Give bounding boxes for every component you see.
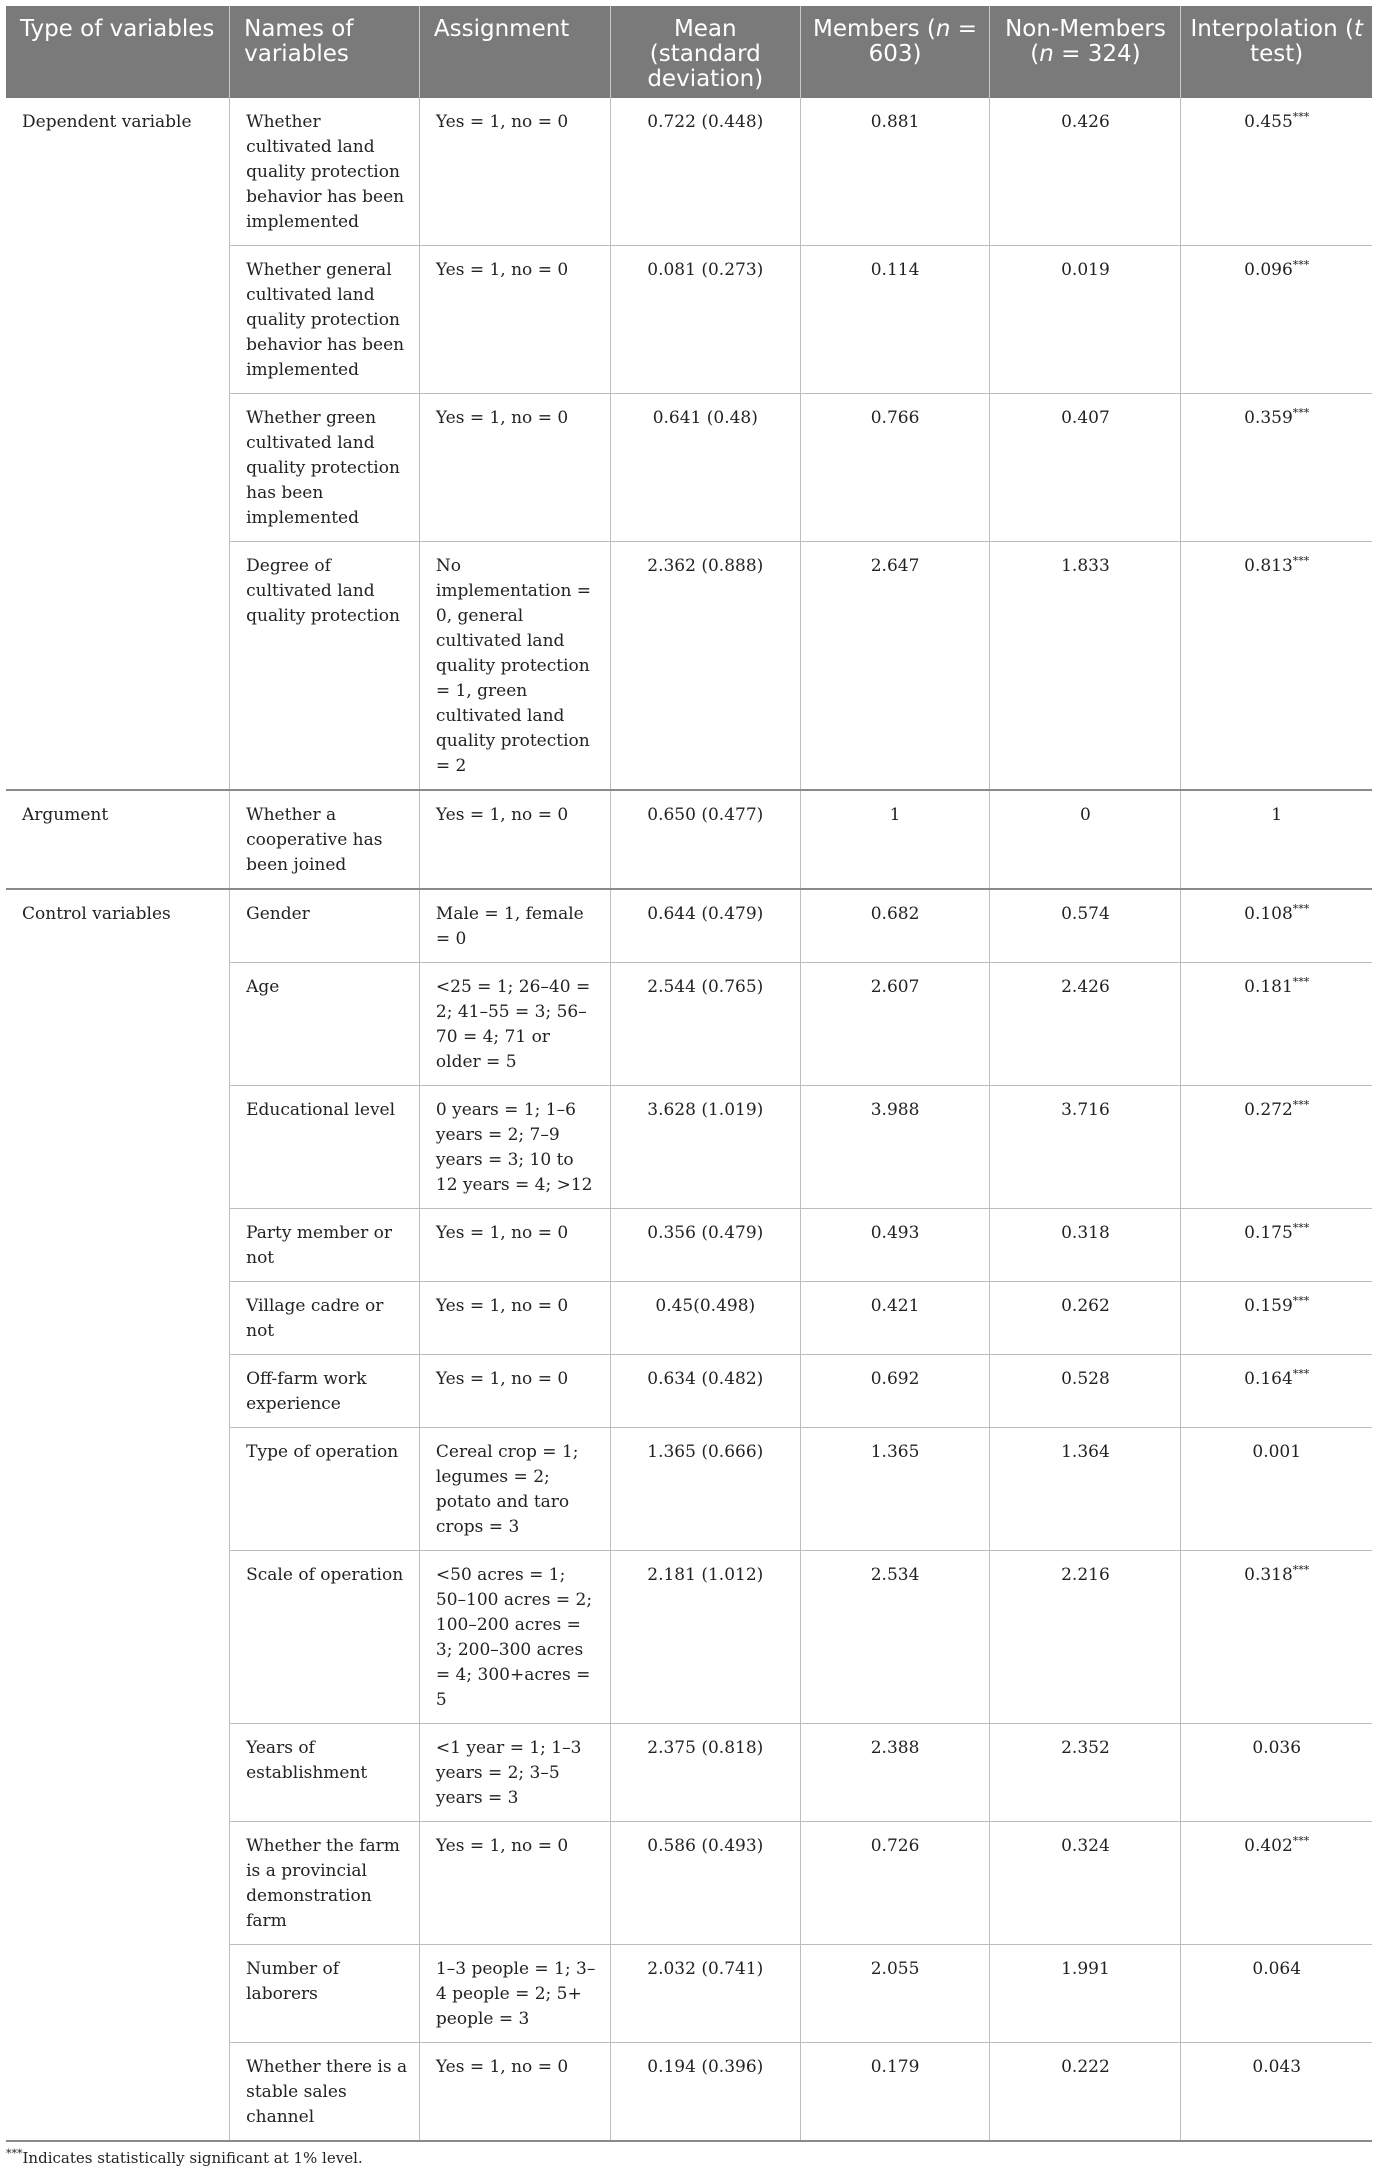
cell-members: 2.055	[800, 1945, 990, 2043]
cell-members: 0.692	[800, 1355, 990, 1428]
cell-name: Scale of operation	[230, 1551, 420, 1724]
significance-mark: ***	[1292, 902, 1310, 916]
cell-members: 0.179	[800, 2043, 990, 2142]
interpolation-value: 0.096	[1244, 260, 1293, 280]
interpolation-value: 0.813	[1244, 556, 1293, 576]
cell-assignment: <25 = 1; 26–40 = 2; 41–55 = 3; 56–70 = 4; 71 or older = 5	[419, 963, 610, 1086]
cell-non-members: 0.574	[990, 889, 1181, 963]
significance-mark: ***	[1292, 1098, 1310, 1112]
cell-mean: 0.081 (0.273)	[610, 246, 800, 394]
cell-members: 2.607	[800, 963, 990, 1086]
cell-assignment: <1 year = 1; 1–3 years = 2; 3–5 years = 3	[419, 1724, 610, 1822]
table-row	[6, 889, 1372, 963]
interpolation-value: 0.064	[1252, 1959, 1302, 1979]
cell-interpolation	[1181, 1282, 1372, 1355]
cell-interpolation	[1181, 889, 1372, 963]
cell-mean: 0.194 (0.396)	[610, 2043, 800, 2142]
cell-assignment: No implementation = 0, general cultivated land quality protection = 1, green cultivated land quality protection = 2	[419, 542, 610, 791]
interpolation-value: 1	[1271, 805, 1283, 825]
cell-non-members: 0.324	[990, 1822, 1181, 1945]
cell-interpolation	[1181, 1209, 1372, 1282]
cell-name: Whether the farm is a provincial demonstration farm	[230, 1822, 420, 1945]
cell-name: Years of establishment	[230, 1724, 420, 1822]
footnote-mark: ***	[6, 2147, 23, 2160]
cell-assignment: Male = 1, female = 0	[419, 889, 610, 963]
cell-non-members: 1.991	[990, 1945, 1181, 2043]
cell-interpolation	[1181, 246, 1372, 394]
cell-mean: 0.356 (0.479)	[610, 1209, 800, 1282]
cell-interpolation	[1181, 98, 1372, 246]
cell-members: 3.988	[800, 1086, 990, 1209]
cell-interpolation	[1181, 1945, 1372, 2043]
cell-members: 0.493	[800, 1209, 990, 1282]
cell-name: Age	[230, 963, 420, 1086]
significance-mark: ***	[1292, 110, 1310, 124]
cell-mean: 2.375 (0.818)	[610, 1724, 800, 1822]
interpolation-value: 0.175	[1244, 1223, 1293, 1243]
significance-mark: ***	[1292, 1834, 1310, 1848]
cell-non-members: 1.364	[990, 1428, 1181, 1551]
interpolation-value: 0.181	[1244, 977, 1293, 997]
cell-non-members: 0.528	[990, 1355, 1181, 1428]
cell-interpolation	[1181, 1355, 1372, 1428]
cell-name: Number of laborers	[230, 1945, 420, 2043]
interpolation-value: 0.402	[1244, 1836, 1293, 1856]
cell-members: 2.388	[800, 1724, 990, 1822]
cell-interpolation	[1181, 1724, 1372, 1822]
footnote	[6, 2148, 1372, 2168]
cell-mean: 0.586 (0.493)	[610, 1822, 800, 1945]
cell-interpolation	[1181, 790, 1372, 889]
cell-members: 1	[800, 790, 990, 889]
cell-mean: 0.650 (0.477)	[610, 790, 800, 889]
cell-non-members: 0.318	[990, 1209, 1181, 1282]
cell-assignment: Yes = 1, no = 0	[419, 98, 610, 246]
cell-members: 2.534	[800, 1551, 990, 1724]
cell-mean: 0.634 (0.482)	[610, 1355, 800, 1428]
cell-name: Type of operation	[230, 1428, 420, 1551]
cell-assignment: 1–3 people = 1; 3–4 people = 2; 5+ people = 3	[419, 1945, 610, 2043]
significance-mark: ***	[1292, 1563, 1310, 1577]
cell-assignment: Yes = 1, no = 0	[419, 246, 610, 394]
interpolation-value: 0.272	[1244, 1100, 1293, 1120]
footnote-text: Indicates statistically significant at 1% level.	[22, 2149, 363, 2167]
cell-assignment: Yes = 1, no = 0	[419, 2043, 610, 2142]
table-container	[6, 6, 1372, 2168]
interpolation-value: 0.043	[1252, 2057, 1302, 2077]
cell-non-members: 0.019	[990, 246, 1181, 394]
cell-members: 1.365	[800, 1428, 990, 1551]
cell-mean: 0.45(0.498)	[610, 1282, 800, 1355]
cell-mean: 2.032 (0.741)	[610, 1945, 800, 2043]
cell-mean: 0.641 (0.48)	[610, 394, 800, 542]
cell-assignment: 0 years = 1; 1–6 years = 2; 7–9 years = 3; 10 to 12 years = 4; >12	[419, 1086, 610, 1209]
cell-mean: 2.181 (1.012)	[610, 1551, 800, 1724]
cell-members: 0.114	[800, 246, 990, 394]
interpolation-value: 0.036	[1252, 1738, 1302, 1758]
cell-assignment: Yes = 1, no = 0	[419, 1822, 610, 1945]
cell-assignment: Yes = 1, no = 0	[419, 1209, 610, 1282]
cell-type: Dependent variable	[6, 98, 230, 790]
cell-name: Whether general cultivated land quality protection behavior has been implemented	[230, 246, 420, 394]
cell-name: Whether cultivated land quality protection behavior has been implemented	[230, 98, 420, 246]
significance-mark: ***	[1292, 975, 1310, 989]
significance-mark: ***	[1292, 258, 1310, 272]
cell-name: Off-farm work experience	[230, 1355, 420, 1428]
cell-mean: 2.544 (0.765)	[610, 963, 800, 1086]
significance-mark: ***	[1292, 1367, 1310, 1381]
cell-non-members: 0.262	[990, 1282, 1181, 1355]
interpolation-value: 0.001	[1252, 1442, 1302, 1462]
cell-mean: 1.365 (0.666)	[610, 1428, 800, 1551]
cell-interpolation	[1181, 1086, 1372, 1209]
interpolation-value: 0.455	[1244, 112, 1293, 132]
cell-interpolation	[1181, 2043, 1372, 2142]
cell-non-members: 2.426	[990, 963, 1181, 1086]
cell-assignment: Cereal crop = 1; legumes = 2; potato and taro crops = 3	[419, 1428, 610, 1551]
cell-name: Educational level	[230, 1086, 420, 1209]
cell-assignment: Yes = 1, no = 0	[419, 394, 610, 542]
cell-non-members: 0	[990, 790, 1181, 889]
header-interpolation: Interpolation (t test)	[1181, 6, 1372, 98]
cell-interpolation	[1181, 1822, 1372, 1945]
cell-name: Whether a cooperative has been joined	[230, 790, 420, 889]
cell-type: Control variables	[6, 889, 230, 2141]
cell-members: 2.647	[800, 542, 990, 791]
cell-interpolation	[1181, 1428, 1372, 1551]
interpolation-value: 0.164	[1244, 1369, 1293, 1389]
interpolation-value: 0.359	[1244, 408, 1293, 428]
interpolation-value: 0.159	[1244, 1296, 1293, 1316]
cell-non-members: 2.352	[990, 1724, 1181, 1822]
cell-name: Gender	[230, 889, 420, 963]
header-name: Names of variables	[230, 6, 420, 98]
cell-non-members: 0.407	[990, 394, 1181, 542]
cell-interpolation	[1181, 542, 1372, 791]
header-non-members: Non-Members (n = 324)	[990, 6, 1181, 98]
header-assignment: Assignment	[419, 6, 610, 98]
cell-name: Party member or not	[230, 1209, 420, 1282]
cell-non-members: 0.222	[990, 2043, 1181, 2142]
significance-mark: ***	[1292, 1221, 1310, 1235]
cell-non-members: 1.833	[990, 542, 1181, 791]
significance-mark: ***	[1292, 406, 1310, 420]
cell-members: 0.881	[800, 98, 990, 246]
cell-mean: 0.722 (0.448)	[610, 98, 800, 246]
cell-type: Argument	[6, 790, 230, 889]
cell-interpolation	[1181, 394, 1372, 542]
significance-mark: ***	[1292, 554, 1310, 568]
cell-non-members: 2.216	[990, 1551, 1181, 1724]
cell-non-members: 0.426	[990, 98, 1181, 246]
header-type: Type of variables	[6, 6, 230, 98]
cell-assignment: Yes = 1, no = 0	[419, 1282, 610, 1355]
cell-mean: 0.644 (0.479)	[610, 889, 800, 963]
cell-name: Degree of cultivated land quality protection	[230, 542, 420, 791]
cell-interpolation	[1181, 1551, 1372, 1724]
cell-members: 0.421	[800, 1282, 990, 1355]
header-mean: Mean (standard deviation)	[610, 6, 800, 98]
table-row	[6, 790, 1372, 889]
cell-name: Whether there is a stable sales channel	[230, 2043, 420, 2142]
cell-interpolation	[1181, 963, 1372, 1086]
header-members: Members (n = 603)	[800, 6, 990, 98]
cell-members: 0.726	[800, 1822, 990, 1945]
cell-assignment: <50 acres = 1; 50–100 acres = 2; 100–200 acres = 3; 200–300 acres = 4; 300+acres = 5	[419, 1551, 610, 1724]
cell-name: Whether green cultivated land quality protection has been implemented	[230, 394, 420, 542]
interpolation-value: 0.318	[1244, 1565, 1293, 1585]
cell-assignment: Yes = 1, no = 0	[419, 790, 610, 889]
cell-mean: 2.362 (0.888)	[610, 542, 800, 791]
descriptive-statistics-table	[6, 6, 1372, 2142]
cell-mean: 3.628 (1.019)	[610, 1086, 800, 1209]
table-body	[6, 98, 1372, 2141]
cell-non-members: 3.716	[990, 1086, 1181, 1209]
cell-members: 0.682	[800, 889, 990, 963]
cell-name: Village cadre or not	[230, 1282, 420, 1355]
significance-mark: ***	[1292, 1294, 1310, 1308]
table-row	[6, 98, 1372, 246]
interpolation-value: 0.108	[1244, 904, 1293, 924]
cell-assignment: Yes = 1, no = 0	[419, 1355, 610, 1428]
header-row	[6, 6, 1372, 98]
cell-members: 0.766	[800, 394, 990, 542]
